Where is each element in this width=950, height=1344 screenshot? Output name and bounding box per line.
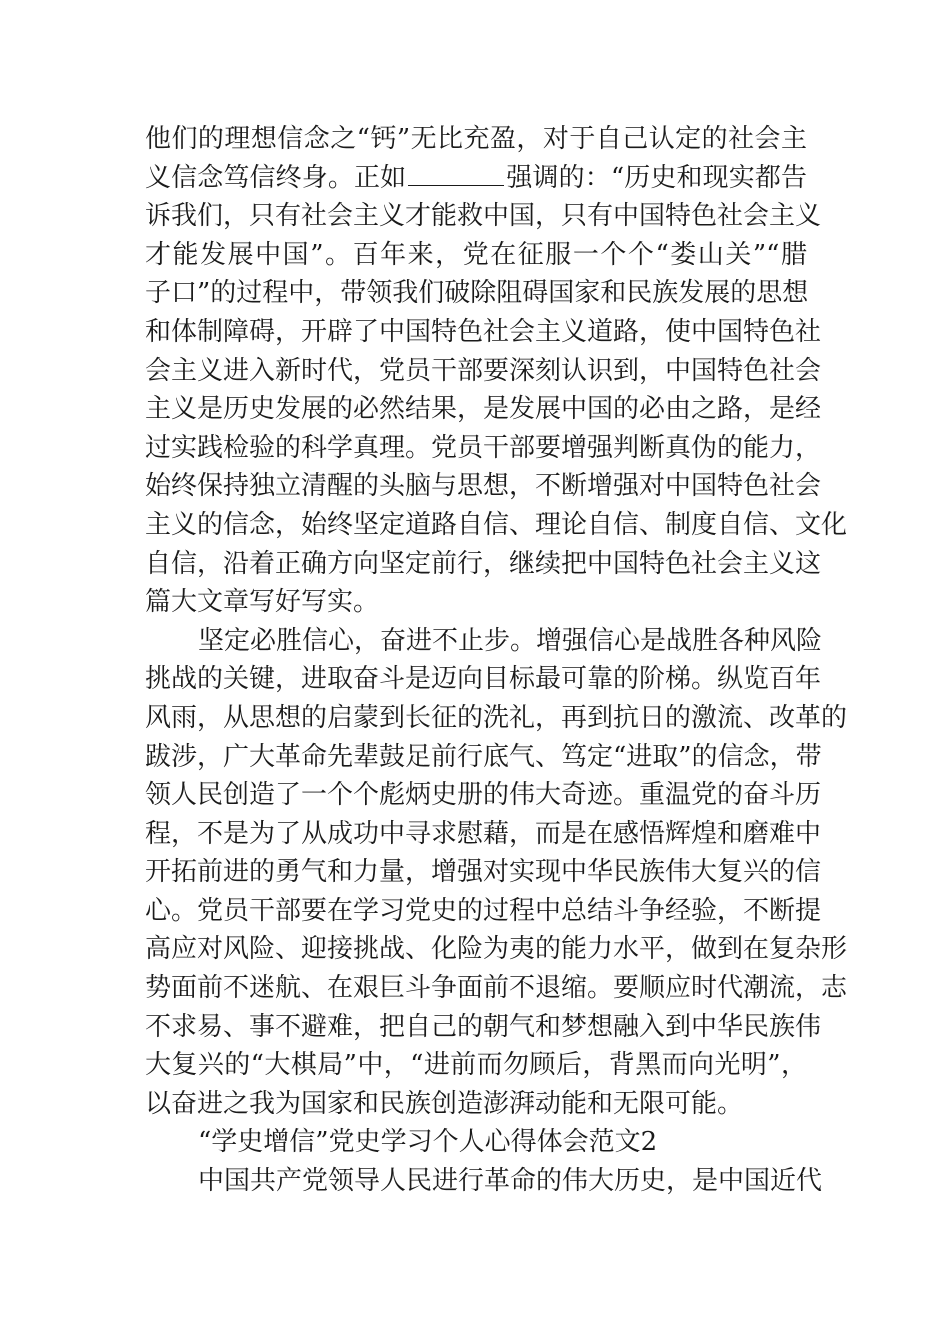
- paragraph-2: [145, 622, 848, 1124]
- text-line: 以奋进之我为国家和民族创造澎湃动能和无限可能。: [145, 1088, 744, 1119]
- text-line: 才能发展中国”。百年来，党在征服一个个“娄山关”“腊: [145, 239, 807, 270]
- text-line: 自信，沿着正确方向坚定前行，继续把中国特色社会主义这: [145, 548, 822, 579]
- text-line: 风雨，从思想的启蒙到长征的洗礼，再到抗日的激流、改革的: [145, 702, 848, 733]
- text-fragment: 义信念笃信终身。正如: [145, 162, 407, 193]
- text-fragment: 强调的：“历史和现实都告: [506, 162, 807, 193]
- text-line: 坚定必胜信心，奋进不止步。增强信心是战胜各种风险: [198, 625, 823, 656]
- fill-in-blank: [408, 161, 504, 186]
- text-line: 诉我们，只有社会主义才能救中国，只有中国特色社会主义: [145, 201, 822, 232]
- text-line: 领人民创造了一个个彪炳史册的伟大奇迹。重温党的奋斗历: [145, 780, 822, 811]
- text-line: 挑战的关键，进取奋斗是迈向目标最可靠的阶梯。纵览百年: [145, 664, 822, 695]
- text-line: 篇大文章写好写实。: [145, 587, 380, 618]
- text-line: 过实践检验的科学真理。党员干部要增强判断真伪的能力，: [145, 432, 822, 463]
- text-line: 主义的信念，始终坚定道路自信、理论自信、制度自信、文化: [145, 509, 848, 540]
- text-line: 主义是历史发展的必然结果，是发展中国的必由之路，是经: [145, 394, 822, 425]
- text-line: 和体制障碍，开辟了中国特色社会主义道路，使中国特色社: [145, 316, 822, 347]
- text-line: 会主义进入新时代，党员干部要深刻认识到，中国特色社会: [145, 355, 822, 386]
- text-line: 高应对风险、迎接挑战、化险为夷的能力水平，做到在复杂形: [145, 934, 848, 965]
- document-body: [145, 120, 848, 1201]
- text-line: 中国共产党领导人民进行革命的伟大历史，是中国近代: [198, 1166, 823, 1197]
- text-line: 他们的理想信念之“钙”无比充盈，对于自己认定的社会主: [145, 124, 807, 154]
- paragraph-1: [145, 120, 848, 622]
- text-line: 子口”的过程中，带领我们破除阻碍国家和民族发展的思想: [145, 278, 809, 309]
- text-line: 大复兴的“大棋局”中，“进前而勿顾后，背黑而向光明”，: [145, 1050, 807, 1081]
- text-line: 心。党员干部要在学习党史的过程中总结斗争经验，不断提: [145, 895, 822, 926]
- paragraph-3: [145, 1162, 823, 1201]
- text-line: 开拓前进的勇气和力量，增强对实现中华民族伟大复兴的信: [145, 857, 822, 888]
- text-line: 始终保持独立清醒的头脑与思想，不断增强对中国特色社会: [145, 471, 822, 502]
- text-line: 跋涉，广大革命先辈鼓足前行底气、笃定“进取”的信念，带: [145, 741, 822, 772]
- text-line: 程，不是为了从成功中寻求慰藉，而是在感悟辉煌和磨难中: [145, 818, 822, 849]
- text-line-with-blank: [145, 159, 807, 198]
- text-line: 势面前不迷航、在艰巨斗争面前不退缩。要顺应时代潮流，志: [145, 973, 848, 1004]
- text-line: 不求易、事不避难，把自己的朝气和梦想融入到中华民族伟: [145, 1011, 822, 1042]
- section-heading: “学史增信”党史学习个人心得体会范文2: [198, 1127, 658, 1158]
